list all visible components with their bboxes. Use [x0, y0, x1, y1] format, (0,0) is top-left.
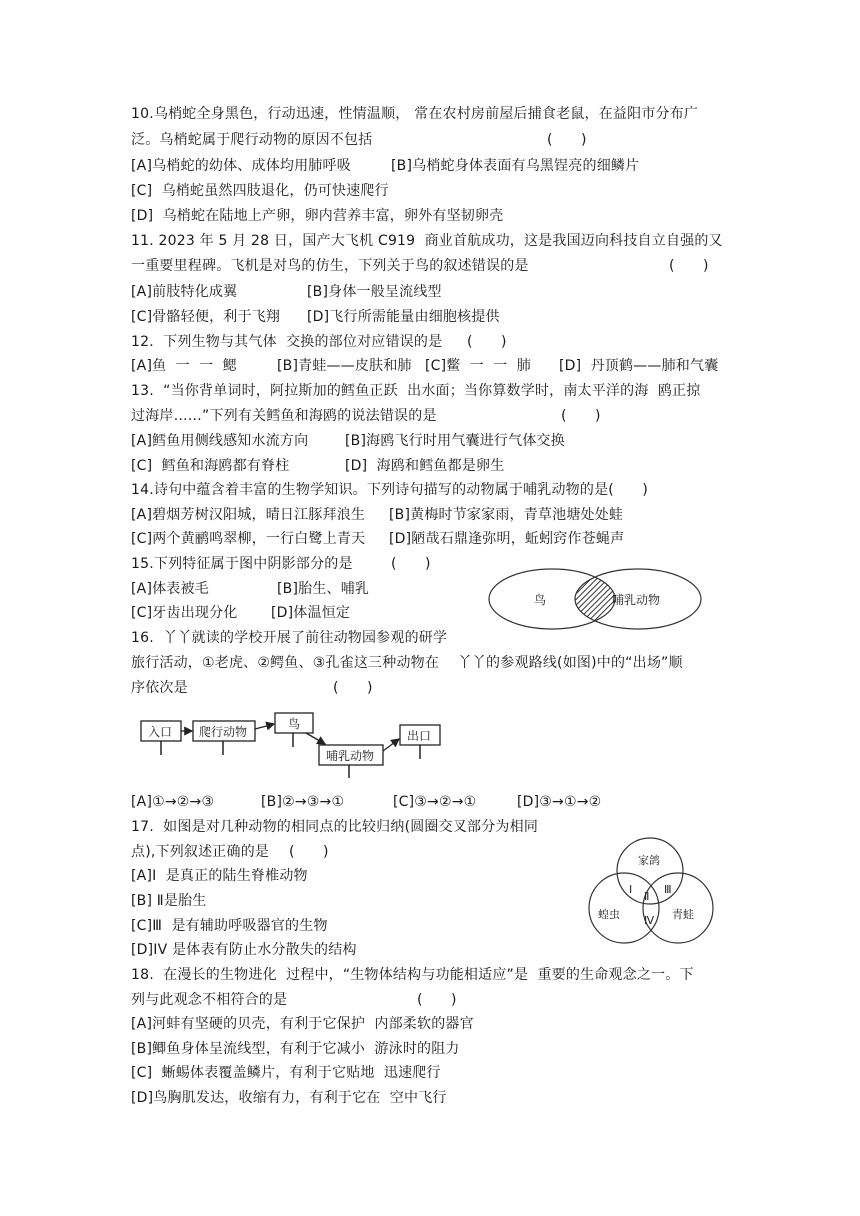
q14-option-row2	[131, 529, 625, 549]
q16-stem-line3	[131, 678, 373, 698]
q15-option-c: [C]牙齿出现分化	[131, 605, 238, 621]
q12-stem-text: 12. 下列生物与其气体 交换的部位对应错误的是	[131, 334, 443, 350]
q11-option-row1	[131, 282, 442, 302]
q13-option-row2	[131, 456, 505, 476]
q15-option-a: [A]体表被毛	[131, 581, 209, 597]
route-arrow-4	[383, 739, 399, 751]
route-arrow-3	[306, 733, 325, 744]
q12-option-row	[131, 356, 719, 376]
region-label-3: Ⅲ	[664, 883, 672, 896]
q18-option-c: [C] 蜥蜴体表覆盖鳞片，有利于它贴地 迅速爬行	[131, 1065, 441, 1081]
q15-venn-diagram	[488, 568, 704, 634]
q13-option-d: [D] 海鸥和鳕鱼都是卵生	[345, 458, 505, 474]
q13-option-b: [B]海鸥飞行时用气囊进行气体交换	[345, 433, 565, 449]
q12-option-b: [B]青蛙——皮肤和肺	[277, 358, 412, 374]
q15-option-b: [B]胎生、哺乳	[277, 581, 370, 597]
q18-option-d: [D]鸟胸肌发达，收缩有力，有利于它在 空中飞行	[131, 1090, 447, 1106]
q18-stem-text: 列与此观念不相符合的是	[131, 992, 288, 1008]
q12-stem-line1	[131, 332, 507, 352]
q14-stem-line1: 14.诗句中蕴含着丰富的生物学知识。下列诗句描写的动物属于哺乳动物的是( )	[131, 482, 648, 498]
q16-option-a: [A]①→②→③	[131, 794, 215, 810]
q11-stem-line1: 11. 2023 年 5 月 28 日，国产大飞机 C919 商业首航成功，这是我国迈向科技自立自强的又	[131, 233, 723, 249]
q17-option-a: [A]I 是真正的陆生脊椎动物	[131, 868, 308, 884]
q10-answer-bracket: ( )	[547, 132, 587, 148]
q14-option-d: [D]陋哉石鼎逢弥明，蚯蚓窍作苍蝇声	[389, 531, 625, 547]
q18-answer-bracket: ( )	[417, 992, 457, 1008]
q13-option-c: [C] 鳕鱼和海鸥都有脊柱	[131, 458, 290, 474]
q17-stem-text: 点),下列叙述正确的是	[131, 844, 270, 860]
q12-answer-bracket: ( )	[467, 334, 507, 350]
route-label-mammal: 哺乳动物	[326, 749, 375, 763]
q17-answer-bracket: ( )	[289, 844, 329, 860]
q13-stem-text: 过海岸……”下列有关鳕鱼和海鸥的说法错误的是	[131, 408, 437, 424]
q12-option-c: [C]鳖 一 一 肺	[425, 358, 532, 374]
route-arrow-2	[255, 724, 274, 729]
q11-stem-line2	[131, 256, 709, 276]
q11-stem-text: 一重要里程碑。飞机是对鸟的仿生，下列关于鸟的叙述错误的是	[131, 258, 529, 274]
q13-stem-line1: 13. “当你背单词时，阿拉斯加的鳕鱼正跃 出水面；当你算数学时，南太平洋的海 鸥正掠	[131, 383, 701, 399]
q15-option-d: [D]体温恒定	[271, 605, 351, 621]
q10-stem-line2	[131, 130, 587, 150]
q16-option-c: [C]③→②→①	[393, 794, 477, 810]
route-label-reptile: 爬行动物	[199, 725, 248, 739]
region-label-1: I	[629, 883, 633, 896]
q17-stem-line2	[131, 842, 329, 862]
q13-stem-line2	[131, 406, 601, 426]
q16-option-b: [B]②→③→①	[261, 794, 345, 810]
q11-option-a: [A]前肢特化成翼	[131, 284, 238, 300]
q16-stem-text: 序依次是	[131, 680, 188, 696]
q10-option-b: [B]乌梢蛇身体表面有乌黑锃亮的细鳞片	[391, 158, 640, 174]
venn-label-mammal: 哺乳动物	[612, 593, 661, 607]
circle-label-pigeon: 家鸽	[638, 854, 660, 867]
q17-option-d: [D]IV 是体表有防止水分散失的结构	[131, 942, 357, 958]
circle-label-frog: 青蛙	[672, 908, 694, 921]
q11-answer-bracket: ( )	[669, 258, 709, 274]
region-label-2: Ⅱ	[644, 890, 650, 903]
circle-label-locust: 蝗虫	[598, 908, 620, 921]
q10-option-c: [C] 乌梢蛇虽然四肢退化，仍可快速爬行	[131, 183, 389, 199]
q13-option-a: [A]鳕鱼用侧线感知水流方向	[131, 433, 309, 449]
route-label-bird: 鸟	[288, 717, 301, 731]
q15-option-row1	[131, 579, 370, 599]
q12-option-a: [A]鱼 一 一 鳃	[131, 358, 237, 374]
circle-pigeon	[617, 838, 683, 904]
region-label-4: Ⅳ	[644, 914, 655, 927]
q18-option-b: [B]鲫鱼身体呈流线型，有利于它减小 游泳时的阻力	[131, 1041, 460, 1057]
q12-option-d: [D] 丹顶鹤——肺和气囊	[559, 358, 719, 374]
q14-option-row1	[131, 505, 624, 525]
venn-label-bird: 鸟	[534, 593, 547, 607]
route-label-exit: 出口	[407, 729, 432, 743]
q11-option-b: [B]身体一般呈流线型	[307, 284, 442, 300]
q17-option-c: [C]Ⅲ 是有辅助呼吸器官的生物	[131, 918, 328, 934]
q15-answer-bracket: ( )	[391, 556, 431, 572]
q11-option-row2	[131, 307, 500, 327]
q13-answer-bracket: ( )	[561, 408, 601, 424]
q16-stem-line1: 16. 丫丫就读的学校开展了前往动物园参观的研学	[131, 630, 448, 646]
q13-option-row1	[131, 431, 565, 451]
q14-option-a: [A]碧烟芳树汉阳城，晴日江豚拜浪生	[131, 507, 366, 523]
q18-stem-line2	[131, 990, 457, 1010]
q17-option-b: [B] Ⅱ是胎生	[131, 893, 207, 909]
q17-three-circle-diagram	[580, 836, 720, 946]
q15-option-row2	[131, 603, 351, 623]
q11-option-c: [C]骨骼轻便，利于飞翔	[131, 309, 281, 325]
q16-option-row	[131, 792, 602, 812]
q17-stem-line1: 17. 如图是对几种动物的相同点的比较归纳(圆圈交叉部分为相同	[131, 819, 539, 835]
q16-route-diagram	[130, 703, 444, 781]
q16-answer-bracket: ( )	[333, 680, 373, 696]
q15-stem-line1	[131, 554, 431, 574]
route-label-entrance: 入口	[148, 725, 173, 739]
q14-option-c: [C]两个黄鹂鸣翠柳，一行白鹭上青天	[131, 531, 366, 547]
q15-stem-text: 15.下列特征属于图中阴影部分的是	[131, 556, 353, 572]
q18-option-a: [A]河蚌有坚硬的贝壳，有利于它保护 内部柔软的器官	[131, 1016, 474, 1032]
q10-stem-text: 泛。乌梢蛇属于爬行动物的原因不包括	[131, 132, 373, 148]
q16-stem-line2: 旅行活动，①老虎、②鳄鱼、③孔雀这三种动物在 丫丫的参观路线(如图)中的“出场”顺	[131, 655, 683, 671]
q10-stem-line1: 10.乌梢蛇全身黑色，行动迅速，性情温顺， 常在农村房前屋后捕食老鼠，在益阳市分布广	[131, 106, 699, 122]
q16-option-d: [D]③→①→②	[517, 794, 602, 810]
q10-option-row1	[131, 156, 640, 176]
q14-option-b: [B]黄梅时节家家雨，青草池塘处处蛙	[389, 507, 624, 523]
q10-option-d: [D] 乌梢蛇在陆地上产卵，卵内营养丰富，卵外有坚韧卵壳	[131, 208, 504, 224]
q18-stem-line1: 18. 在漫长的生物进化 过程中，“生物体结构与功能相适应”是 重要的生命观念之一。下	[131, 967, 694, 983]
q10-option-a: [A]乌梢蛇的幼体、成体均用肺呼吸	[131, 158, 351, 174]
q11-option-d: [D]飞行所需能量由细胞核提供	[307, 309, 500, 325]
